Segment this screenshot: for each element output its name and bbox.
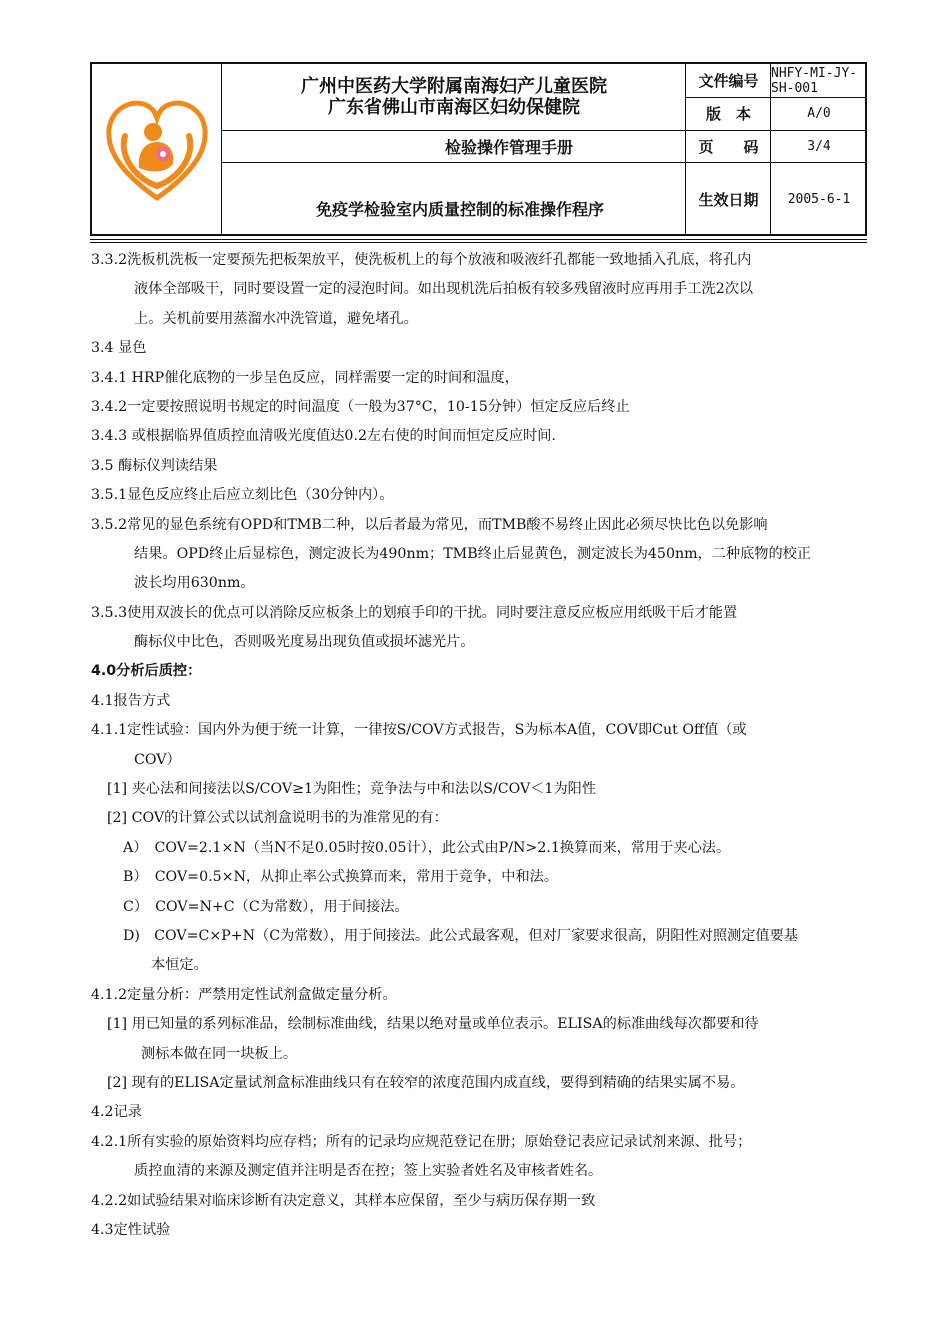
hospital-name-line2: 广东省佛山市南海区妇幼保健院	[328, 97, 580, 118]
manual-title: 检验操作管理手册	[444, 138, 573, 157]
text-line: 4.2.2如试验结果对临床诊断有决定意义，其样本应保留，至少与病历保存期一致	[91, 1192, 596, 1209]
text-line: [2] 现有的ELISA定量试剂盒标准曲线只有在较窄的浓度范围内成直线，要得到精确的结果实属不易。	[107, 1074, 745, 1091]
text-line: 测标本做在同一块板上。	[141, 1045, 298, 1062]
text-line: 酶标仪中比色，否则吸光度易出现负值或损坏滤光片。	[134, 634, 475, 651]
section-heading: 4.2记录	[91, 1104, 142, 1121]
document-body	[91, 246, 866, 1245]
text-line: D) COV=C×P+N（C为常数），用于间接法。此公式最客观，但对厂家要求很高，阴阳性对照测定值要基	[123, 927, 798, 944]
text-line: 3.3.2洗板机洗板一定要预先把板架放平，使洗板机上的每个放液和吸液纤孔都能一致地插入孔底，将孔内	[91, 252, 752, 268]
text-line: 4.1.2定量分析：严禁用定性试剂盒做定量分析。	[91, 986, 397, 1003]
header-separator	[90, 242, 867, 243]
text-line: 3.4.2一定要按照说明书规定的时间温度（一般为37°C，10-15分钟）恒定反应后终止	[91, 398, 630, 415]
section-heading: 4.1报告方式	[91, 692, 171, 709]
text-line: 3.4.1 HRP催化底物的一步呈色反应，同样需要一定的时间和温度，	[91, 369, 519, 386]
page-label: 页 码	[698, 138, 759, 156]
doc-no-value: NHFY-MI-JY-SH-001	[771, 65, 858, 96]
text-line: 上。关机前要用蒸溜水冲洗管道，避免堵孔。	[134, 310, 418, 327]
effective-date-value: 2005-6-1	[787, 192, 851, 207]
hospital-name	[222, 64, 686, 130]
text-line: B） COV=0.5×N，从抑止率公式换算而来，常用于竞争，中和法。	[123, 869, 559, 886]
procedure-title: 免疫学检验室内质量控制的标准操作程序	[315, 200, 604, 219]
text-line: 3.4.3 或根据临界值质控血清吸光度值达0.2左右使的时间而恒定反应时间.	[91, 428, 556, 445]
text-line: 3.5.2常见的显色系统有OPD和TMB二种，以后者最为常见，而TMB酸不易终止因此必须尽快比色以免影响	[91, 516, 768, 533]
text-line: COV）	[134, 751, 181, 768]
text-line: 质控血清的来源及测定值并注明是否在控；签上实验者姓名及审核者姓名。	[134, 1163, 603, 1180]
hospital-logo-icon	[103, 94, 211, 206]
section-heading: 3.5 酶标仪判读结果	[91, 457, 218, 474]
section-heading-bold: 4.0分析后质控：	[91, 663, 202, 680]
hospital-logo	[92, 64, 222, 236]
text-line: 3.5.1显色反应终止后应立刻比色（30分钟内）。	[91, 487, 394, 504]
text-line: [2] COV的计算公式以试剂盒说明书的为准常见的有：	[107, 810, 448, 827]
text-line: 本恒定。	[151, 957, 208, 974]
doc-no-label: 文件编号	[698, 72, 759, 90]
section-heading: 3.4 显色	[91, 340, 147, 357]
text-line: 液体全部吸干，同时要设置一定的浸泡时间。如出现机洗后拍板有较多残留液时应再用手工洗2次以	[134, 281, 754, 298]
section-heading: 4.3定性试验	[91, 1221, 171, 1238]
text-line: 4.2.1所有实验的原始资料均应存档；所有的记录均应规范登记在册；原始登记表应记录试剂来源、批号；	[91, 1133, 752, 1150]
version-value: A/0	[807, 106, 831, 121]
text-line: 波长均用630nm。	[134, 575, 255, 592]
text-line: C） COV=N+C（C为常数），用于间接法。	[123, 898, 409, 915]
effective-date-label: 生效日期	[698, 191, 759, 209]
text-line: 3.5.3使用双波长的优点可以消除反应板条上的划痕手印的干扰。同时要注意反应板应用纸吸干后才能置	[91, 604, 738, 621]
document-header-table	[90, 62, 867, 236]
page-value: 3/4	[807, 139, 831, 154]
text-line: [1] 用已知量的系列标准品，绘制标准曲线，结果以绝对量或单位表示。ELISA的标准曲线每次都要和待	[107, 1016, 759, 1033]
header-separator	[90, 239, 867, 240]
text-line: 4.1.1定性试验：国内外为便于统一计算，一律按S/COV方式报告，S为标本A值，COV即Cut Off值（或	[91, 722, 747, 739]
version-label: 版 本	[705, 105, 751, 123]
hospital-name-line1: 广州中医药大学附属南海妇产儿童医院	[301, 76, 607, 97]
text-line: 结果。OPD终止后显棕色，测定波长为490nm；TMB终止后显黄色，测定波长为450nm，二种底物的校正	[134, 545, 812, 562]
text-line: A） COV=2.1×N（当N不足0.05时按0.05计），此公式由P/N>2.1换算而来，常用于夹心法。	[123, 839, 731, 856]
text-line: [1] 夹心法和间接法以S/COV≥1为阳性；竞争法与中和法以S/COV＜1为阳性	[107, 781, 597, 798]
